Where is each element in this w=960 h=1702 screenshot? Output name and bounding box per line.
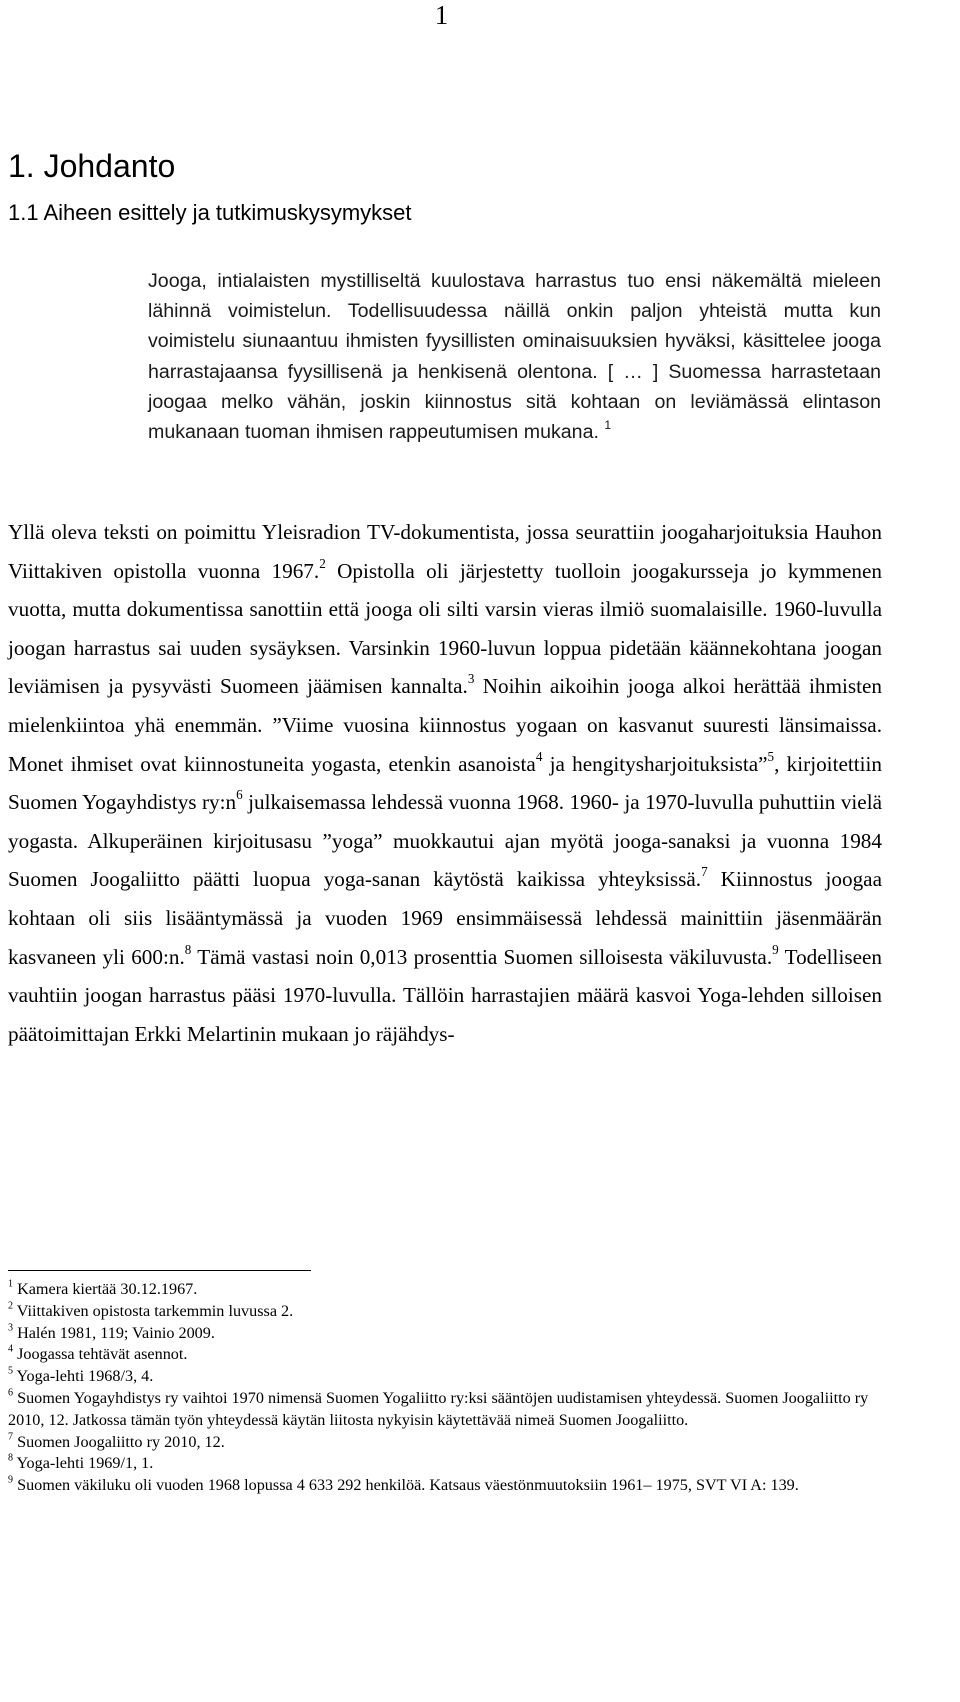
paragraph-text: Kiinnostus joogaa kohtaan oli siis lisääntymässä ja vuoden 1969 ensimmäisessä lehdessä mainittiin jäsenmäärän kasvaneen yli 600:n. bbox=[8, 867, 882, 969]
paragraph-text: julkaisemassa lehdessä vuonna 1968. 1960- ja 1970-luvulla puhuttiin vielä yogasta. Alkuperäinen kirjoitusasu ”yoga” muokkautui ajan myötä jooga-sanaksi ja vuonna 1984 Suomen Joogaliitto päätti luopua yoga-sanan käytöstä kaikissa yhteyksissä. bbox=[8, 790, 882, 892]
footnote-text: Yoga-lehti 1968/3, 4. bbox=[13, 1367, 154, 1386]
paragraph-text: Noihin aikoihin jooga alkoi herättää ihmisten mielenkiintoa yhä enemmän. ”Viime vuosina kiinnostus yogaan on kasvanut suuresti länsimaissa. Monet ihmiset ovat kiinnostuneita yogasta, etenkin asanoista bbox=[8, 674, 882, 776]
footnote-item bbox=[8, 1323, 882, 1345]
footnote-item bbox=[8, 1301, 882, 1323]
quote-text: Jooga, intialaisten mystilliseltä kuulostava harrastus tuo ensi näkemältä mieleen lähinnä voimistelun. Todellisuudessa näillä onkin paljon yhteistä mutta kun voimistelu siunaantuu ihmisten fyysillisten ominaisuuksien hyväksi, käsittelee jooga harrastajaansa fyysillisenä ja henkisenä olentona. [ … ] Suomessa harrastetaan joogaa melko vähän, joskin kiinnostus sitä kohtaan on leviämässä elintason mukanaan tuoman ihmisen rappeutumisen mukana. bbox=[148, 270, 881, 444]
paragraph-text: Opistolla oli järjestetty tuolloin joogakursseja jo kymmenen vuotta, mutta dokumentissa sanottiin että jooga oli silti varsin vieras ilmiö suomalaisille. 1960-luvulla joogan harrastus sai uuden sysäyksen. Varsinkin 1960-luvun loppua pidetään käännekohtana joogan leviämisen ja pysyvästi Suomeen jäämisen kannalta. bbox=[8, 558, 882, 699]
paragraph-text: ja hengitysharjoituksista” bbox=[542, 751, 768, 776]
footnote-number: 8 bbox=[8, 1452, 14, 1464]
footnote-ref: 6 bbox=[236, 787, 243, 803]
block-quote bbox=[148, 266, 881, 447]
page-number: 1 bbox=[434, 0, 449, 30]
footnote-text: Yoga-lehti 1969/1, 1. bbox=[13, 1454, 154, 1473]
footnote-text: Kamera kiertää 30.12.1967. bbox=[13, 1280, 198, 1298]
footnote-number: 9 bbox=[8, 1474, 14, 1486]
footnote-ref: 3 bbox=[467, 671, 475, 687]
footnote-item bbox=[8, 1366, 882, 1388]
chapter-heading: 1. Johdanto bbox=[8, 148, 176, 184]
footnote-number: 4 bbox=[8, 1343, 14, 1355]
footnote-ref: 8 bbox=[184, 941, 192, 957]
footnote-divider bbox=[8, 1270, 311, 1271]
footnote-text: Halén 1981, 119; Vainio 2009. bbox=[13, 1323, 215, 1342]
body-paragraph bbox=[8, 513, 882, 1053]
footnote-text: Viittakiven opistosta tarkemmin luvussa 2. bbox=[13, 1301, 294, 1320]
footnote-ref: 7 bbox=[701, 864, 708, 880]
footnote-number: 2 bbox=[8, 1300, 14, 1312]
footnote-item bbox=[8, 1388, 882, 1432]
footnote-text: Joogassa tehtävät asennot. bbox=[13, 1345, 188, 1364]
footnote-item bbox=[8, 1279, 882, 1301]
footnote-ref: 4 bbox=[535, 748, 543, 764]
footnote-item bbox=[8, 1432, 882, 1454]
paragraph-text: , kirjoitettiin Suomen Yogayhdistys ry:n bbox=[8, 751, 882, 815]
footnote-ref: 2 bbox=[319, 555, 326, 571]
footnote-item bbox=[8, 1475, 882, 1497]
footnote-number: 6 bbox=[8, 1387, 14, 1399]
paragraph-text: Tämä vastasi noin 0,013 prosenttia Suomen silloisesta väkiluvusta. bbox=[191, 944, 773, 969]
footnote-item bbox=[8, 1344, 882, 1366]
paragraph-text: Todelliseen vauhtiin joogan harrastus pääsi 1970-luvulla. Tällöin harrastajien määrä kasvoi Yoga-lehden silloisen päätoimittajan Erkki Melartinin mukaan jo räjähdys- bbox=[8, 944, 882, 1046]
footnote-number: 7 bbox=[8, 1431, 14, 1443]
footnote-text: Suomen Yogayhdistys ry vaihtoi 1970 nimensä Suomen Yogaliitto ry:ksi sääntöjen uudistamisen yhteydessä. Suomen Joogaliitto ry 2010, 12. Jatkossa tämän työn yhteydessä käytän liitosta nykyisin käytettävää nimeä Suomen Joogaliitto. bbox=[8, 1388, 869, 1429]
footnote-ref: 1 bbox=[604, 417, 612, 432]
footnote-text: Suomen Joogaliitto ry 2010, 12. bbox=[13, 1432, 225, 1451]
footnote-text: Suomen väkiluku oli vuoden 1968 lopussa 4 633 292 henkilöä. Katsaus väestönmuutoksiin 1961– 1975, SVT VI A: 139. bbox=[13, 1476, 799, 1495]
footnote-number: 1 bbox=[8, 1278, 14, 1290]
paragraph-text: Yllä oleva teksti on poimittu Yleisradion TV-dokumentista, jossa seurattiin joogaharjoituksia Hauhon Viittakiven opistolla vuonna 1967. bbox=[8, 520, 882, 583]
footnote-item bbox=[8, 1453, 882, 1475]
section-heading: 1.1 Aiheen esittely ja tutkimuskysymykset bbox=[8, 200, 412, 225]
footnote-number: 5 bbox=[8, 1365, 14, 1377]
footnote-ref: 5 bbox=[767, 748, 775, 764]
footnote-ref: 9 bbox=[772, 941, 779, 957]
footnote-number: 3 bbox=[8, 1322, 14, 1334]
footnote-list bbox=[8, 1279, 882, 1497]
